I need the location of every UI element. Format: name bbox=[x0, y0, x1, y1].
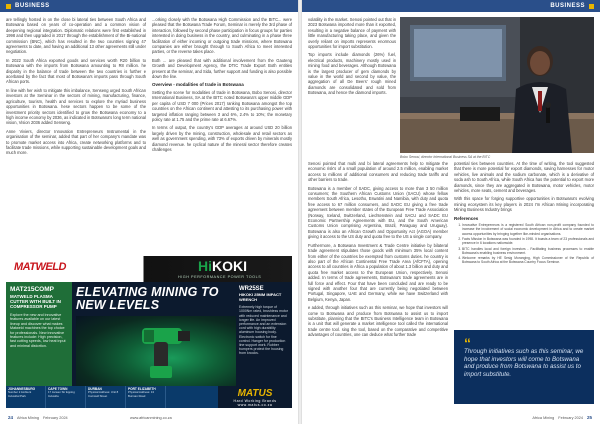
right-page bbox=[302, 0, 600, 424]
branch-address: Number 2 Ambient Industrial Park bbox=[8, 390, 32, 398]
matus-website[interactable]: www.matus.co.za bbox=[237, 402, 273, 407]
article-columns-left bbox=[6, 17, 292, 159]
branch-name: DURBAN bbox=[88, 387, 102, 391]
paragraph: In 2022 South Africa exported goods and services worth R20 billion to Botswana with the imports from Botswana amounting to R8 million. he disparity in the balance of trade between the two countries is further e acerbated by the fact that most of Botswana's imports pass through South African ports. bbox=[6, 57, 146, 85]
matweld-logo: MATWELD bbox=[14, 261, 66, 273]
branch-item bbox=[46, 386, 86, 408]
branch-address: Physical Address: Unit 8 Cornwell Street bbox=[88, 390, 119, 398]
section-title: BUSINESS bbox=[15, 3, 50, 9]
product-text-left: Explore the new and innovative features available on our latest lineup and discover what makes Matweld machines the top choice for professionals. New innovative features include: High precision, fast cutting speeds, low heat input and minimal distortion. bbox=[10, 313, 66, 348]
hikoki-logo-koki: KOKI bbox=[212, 258, 247, 274]
hikoki-tagline: HIGH PERFORMANCE POWER TOOLS bbox=[178, 275, 262, 279]
page-number: 24 bbox=[8, 415, 14, 420]
paragraph: potential ties between countries. At the time of writing, the tool suggested that there is more potential for export diamonds, saving harnesses for motor vehicles, live animals and the sodium carbonate, which is a derivative of soda ash to South Africa, while South Africa has the potential to export more diamonds, since they are aggregated in Botswana, motor vehicles, motor vehicles, more seats, cement and beverages. bbox=[454, 161, 594, 194]
branch-name: CAPE TOWN bbox=[48, 387, 68, 391]
impact-wrench-icon bbox=[134, 318, 194, 382]
section-title: BUSINESS bbox=[550, 3, 585, 9]
advertisement[interactable] bbox=[6, 256, 292, 408]
magazine-name: Africa Mining bbox=[532, 415, 555, 420]
footer-right bbox=[532, 415, 592, 420]
website-link[interactable]: www.africanmining.co.za bbox=[130, 416, 172, 420]
paragraph: With this space for forging supportive opportunities in Botswana's evolving mining ecosystem its key players in 2024 I'm African Mining incorporating Mining Business Industry brings bbox=[454, 196, 594, 213]
paragraph: Furthermore, a Botswana Investment & Trade Centre initiative by bilateral trade agreement stipulates those goods with minimum 35% local content from either of the countries be exempted from customs duties. he country is also part of the African Continental Free Trade Area (AfCFTA), opening access to all countries in Africa a population of about 1.3 billion and duty and quota free market access to the European Union, respectively. Senosi added. In terms of trade agreements, Botswana's trade agreements are in full force and effect. Four that have been concluded and are ready to be signed with another four that are currently being negotiated between Portugal, Singapore, UAE and Germany, while we have Switzerland with Belgium, Kenya, Japan. bbox=[308, 242, 448, 302]
paragraph: are tellingly hosted in on the close bi lateral ties between South Africa and Botswana based on years of co-operation and a common vision of deepening regional integration. Diplomatic relations were first established in 1998 and then upgraded in 2017 through the establishment of the Bi-national commission (BNC), which has resulted in the two countries signing 47 agreements to date, and having an additional 13 other agreements still under negotiation. bbox=[6, 17, 146, 55]
branch-name: JOHANNESBURG bbox=[8, 387, 36, 391]
section-square-icon bbox=[589, 4, 594, 9]
branch-name: PORT ELIZABETH bbox=[128, 387, 156, 391]
article-column-4 bbox=[308, 161, 448, 341]
references-heading: References bbox=[454, 215, 479, 221]
footer-url[interactable] bbox=[130, 416, 172, 420]
ad-right-panel bbox=[236, 282, 292, 386]
section-header-right bbox=[302, 0, 600, 12]
paragraph: Setting the scene for modalities of trade in Botswana, Bobo Senosi, director International Business, SA at the BITC noted Botswana's upper middle GDP per capita of USD 7 000 (Prices 2017) ranking Botswana amongst the top countries on the African continent and attesting to its purchasing power with targeted inflation ranging between 3 and 6%, 2.4% to 10%; the monetary policy rate at 1.75 and the prime rate at 6.67%. bbox=[152, 89, 292, 122]
branch-address: Physical Address: 13 Burman Road bbox=[128, 390, 154, 398]
article-column-3 bbox=[308, 17, 396, 99]
section-header-left bbox=[0, 0, 298, 12]
matus-tagline: Hard Working Brands bbox=[233, 398, 277, 403]
paragraph: In line with her wish to mitigate this imbalance, Senseng urged South African investors at the Seminar in the sectors of mining, manufacturing, finance, agriculture, tourism, health and services to explore the myriad business opportunities in Botswana. hese sectors happen to be some of the investment priority sectors identified to grow the Botswana economy to a high income economy by 2036, as indicated in Botswana's long term national vision, Vision 2036 added Senseng. bbox=[6, 87, 146, 126]
hikoki-logo-hi: Hi bbox=[198, 258, 212, 274]
photo-caption: Bobo Senosi, director International Business SA at the BITC bbox=[400, 155, 491, 159]
paragraph: Senosi pointed that multi and bi lateral agreements help to mitigate the economic risk's of a small population of around 2.5 million, enabling market access to millions of additional consumers and reducing trade tariffs and other barriers to trade. bbox=[308, 161, 448, 183]
pull-quote bbox=[454, 330, 594, 404]
paragraph: Top imports include diamonds (26%) fuel, electrical products, machinery mostly used in mining food and beverages. Although Botswana is the largest producer of gem diamonds by value in the world and second by value, the aggregation of all De Beers' rough mined diamonds are consolidated and sold from Botswana, and hence the diamond imports. bbox=[308, 52, 396, 96]
matus-name: MATUS bbox=[237, 387, 273, 399]
ad-headline: ELEVATING MINING TO NEW LEVELS bbox=[76, 285, 219, 312]
product-spec-right: HIKOKI 25MM IMPACT WRENCH bbox=[239, 292, 282, 302]
section-square-icon bbox=[6, 4, 11, 9]
speaker-photo bbox=[400, 17, 594, 153]
product-text-right: Extremely high torque of 1000Nm rated, brushless motor with reduced maintenance and longer life. An improved performance and an extension cord with high durability aluminum housing body. Electronic switch for fine control. Hanger for production line support work. Rubber bumpers protect the housing from knocks. bbox=[239, 305, 289, 356]
speaker-photo-illustration bbox=[400, 17, 594, 153]
article-column-1 bbox=[6, 17, 146, 159]
magazine-name: Africa Mining bbox=[17, 415, 39, 420]
hikoki-logo bbox=[198, 258, 247, 274]
paragraph: Botswana is a member of SADC, giving access to more than 3 50 million consumers; the Southern African Customs Union (SACU) whose fellow members South Africa, Lesotho, Eswatini and Namibia, with duty and quota free access to 67 million consumers, and SADC EU giving a free trade agreement between member states of the European Free Trade Association (Norway, Iceland, Switzerland, Liechtenstein and SACU and SADC EU Economic Partnership Agreements with EU, and the South American Customs Union comprising Argentina, Brazil, Paraguay and Uruguay). Botswana is also an African Growth and Opportunity Act (AGOA) member giving it access to the US duty and quota free to the US a single company. bbox=[308, 185, 448, 240]
product-model-left: MAT215COMP bbox=[10, 286, 54, 293]
paragraph: e added, through initiatives such as this seminar, we hope that investors will come to Botswana and produce from Botswana to assist us to import substitute, planning that the BITC's Business Intelligence team in Botswana is a unit that will generate a market intelligence tool called the international trade centre tool. sing the tool, based on the comparative and competitive advantages of countries, one can deduce what further trade bbox=[308, 305, 448, 338]
article-column-2 bbox=[152, 17, 292, 159]
references-list bbox=[454, 223, 594, 265]
page-number: 25 bbox=[586, 415, 592, 420]
reference-item: 2. Facts Mission in Botswana was founded in 1998. It boasts a team of 23 professionals and presence in 6 locations nationwide. bbox=[462, 237, 594, 246]
paragraph: volatility in the market. Senosi pointed out that in 2023 Botswana imported more than it exported, resulting in a negative balance of payment with little manufacturing taking place, and given the overly reliant on imports represents enormous opportunities for import substitution. bbox=[308, 17, 396, 50]
quote-mark-icon: “ bbox=[464, 335, 471, 351]
branch-address: 17 Jansen Str Epping Industria bbox=[48, 390, 75, 398]
paragraph: Both ... are pleased that with additional involvement from the Gauteng Growth and Development Agency, the DTIC Trade Export Both entities present at the seminar, and Sida, further support and funding is also possible down the line. bbox=[152, 57, 292, 80]
reference-item: 1. Innovative Entrepreneurs is a registered South African non-profit company founded to increase the involvement of social economic development in Africa and to create market access opportunities by bringing together like-minded organisations. bbox=[462, 223, 594, 236]
paragraph: Anne Viviers, director Innovation Entrepreneurs Instrumental in the organisation of the seminar, added that part of her company's mandate was to promote market access into Africa, create networking platforms and to facilitate trade missions, while supporting sustainable development goals and much more. bbox=[6, 128, 146, 156]
branch-item bbox=[126, 386, 166, 408]
branch-item bbox=[6, 386, 46, 408]
product-desc-left: MATWELD PLASMA CUTTER WITH BUILT IN COMPRESSOR PUMP bbox=[10, 294, 61, 309]
ad-left-panel bbox=[6, 282, 72, 386]
issue-date: February 2024 bbox=[558, 415, 583, 420]
left-page bbox=[0, 0, 298, 424]
article-column-5 bbox=[454, 161, 594, 266]
paragraph: In terms of output, the country's GDP averages at around USD 20 billion largely driven by the mining, construction, wholesale and retail sectors as well as government spending, with 73% of exports driven by minerals mostly diamond revenue. he cyclical nature of the mineral sector therefore creates challenges bbox=[152, 125, 292, 152]
footer-left bbox=[8, 415, 68, 420]
reference-item: 4. Welcome remarks by HE Sesig Moranging, High Commissioner of the Republic of Botswana to South Africa at the Botswana Country Focus Seminar. bbox=[462, 256, 594, 265]
branch-item bbox=[86, 386, 126, 408]
matus-logo[interactable] bbox=[218, 386, 292, 408]
product-model-right: WR25SE bbox=[239, 286, 264, 292]
pull-quote-text: Through initiatives such as this seminar, we hope that investors will come to Botswana and produce from Botswana to assist us to import substitute. bbox=[464, 348, 584, 378]
reference-item: 3. BITC handles local and foreign investors - Facilitating business processes to enable Botswana's enabling business environment. bbox=[462, 247, 594, 256]
issue-date: February 2024 bbox=[42, 415, 68, 420]
paragraph: ...orking closely with the Botswana High Commission and the BITC... were pleased that the Botswana Trade Forum, Seminar is merely the 3rd phase of interaction, followed by second phase participation in focus groups for parties interested in doing business in the country, and culminating in a phase three facilitation of either incoming or outgoing trade missions, where Botswana companies are either brought through to South Africa to meet interested parties, or the reverse takes place. bbox=[152, 17, 292, 55]
subheading: Overview - modalities of trade in Botswana bbox=[152, 82, 244, 88]
